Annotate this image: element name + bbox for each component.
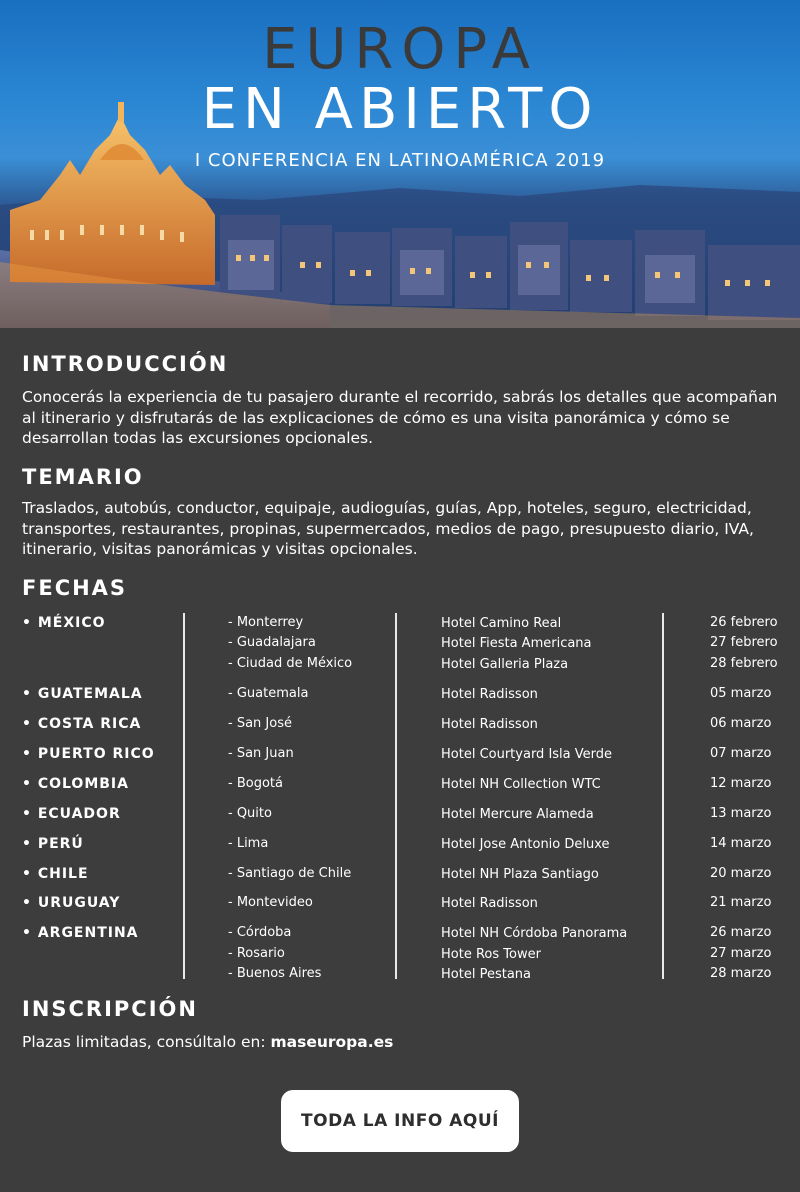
row-city: - Rosario [228, 946, 285, 961]
row-city: - San Juan [228, 746, 294, 761]
temario-text: Traslados, autobús, conductor, equipaje, audioguías, guías, App, hoteles, seguro, electricidad, transportes, restaurantes, propinas, supermercados, medios de pago, presupuesto diario, IVA, itinerario, visitas panorámicas y visitas opcionales. [22, 499, 754, 558]
row-date: 12 marzo [710, 776, 772, 791]
row-city: - Lima [228, 836, 269, 851]
hero-title-line1: EUROPA [262, 17, 538, 82]
row-date: 28 febrero [710, 656, 778, 671]
row-country: • ARGENTINA [22, 925, 139, 941]
intro-text: Conocerás la experiencia de tu pasajero durante el recorrido, sabrás los detalles que acompañan al itinerario y disfrutarás de las explicaciones de cómo es una visita panorámica y cómo se desarrollan todas las excursiones opcionales. [22, 388, 778, 447]
row-date: 13 marzo [710, 806, 772, 821]
row-country: • MÉXICO [22, 615, 106, 631]
row-hotel: Hotel Mercure Alameda [441, 807, 594, 822]
row-date: 28 marzo [710, 966, 772, 981]
row-city: - San José [228, 716, 292, 731]
row-hotel: Hotel Radisson [441, 717, 538, 732]
row-city: - Santiago de Chile [228, 866, 352, 881]
hero-subtitle: I CONFERENCIA EN LATINOAMÉRICA 2019 [194, 150, 606, 171]
row-city: - Guatemala [228, 686, 309, 701]
row-country: • CHILE [22, 866, 89, 882]
row-hotel: Hotel Radisson [441, 896, 538, 911]
row-date: 26 marzo [710, 925, 772, 940]
inscripcion-label: Plazas limitadas, consúltalo en: [22, 1033, 271, 1051]
row-hotel: Hote Ros Tower [441, 947, 541, 962]
row-city: - Buenos Aires [228, 966, 322, 981]
row-date: 21 marzo [710, 895, 772, 910]
hero-banner [0, 0, 800, 328]
info-button[interactable]: TODA LA INFO AQUÍ [281, 1090, 519, 1152]
row-city: - Bogotá [228, 776, 283, 791]
row-hotel: Hotel Radisson [441, 687, 538, 702]
row-date: 27 marzo [710, 946, 772, 961]
row-date: 27 febrero [710, 635, 778, 650]
row-date: 07 marzo [710, 746, 772, 761]
row-hotel: Hotel Courtyard Isla Verde [441, 747, 613, 762]
table-divider [395, 613, 397, 979]
row-date: 05 marzo [710, 686, 772, 701]
row-city: - Guadalajara [228, 635, 316, 650]
row-date: 26 febrero [710, 615, 778, 630]
intro-title: INTRODUCCIÓN [22, 352, 229, 376]
row-country: • PERÚ [22, 836, 84, 852]
row-date: 20 marzo [710, 866, 772, 881]
row-date: 06 marzo [710, 716, 772, 731]
row-country: • ECUADOR [22, 806, 121, 822]
row-hotel: Hotel NH Córdoba Panorama [441, 926, 628, 941]
row-country: • COSTA RICA [22, 716, 142, 732]
row-hotel: Hotel NH Plaza Santiago [441, 867, 599, 882]
row-hotel: Hotel Galleria Plaza [441, 657, 569, 672]
row-city: - Córdoba [228, 925, 292, 940]
row-city: - Monterrey [228, 615, 304, 630]
row-hotel: Hotel Camino Real [441, 616, 562, 631]
row-country: • PUERTO RICO [22, 746, 155, 762]
row-country: • URUGUAY [22, 895, 121, 911]
row-country: • GUATEMALA [22, 686, 143, 702]
table-divider [183, 613, 185, 979]
inscripcion-title: INSCRIPCIÓN [22, 997, 198, 1021]
row-hotel: Hotel Pestana [441, 967, 531, 982]
inscripcion-text [22, 1032, 784, 1053]
inscripcion-link[interactable]: maseuropa.es [270, 1033, 394, 1051]
row-hotel: Hotel NH Collection WTC [441, 777, 601, 792]
row-hotel: Hotel Fiesta Americana [441, 636, 592, 651]
temario-title: TEMARIO [22, 465, 144, 489]
hero-title-line2: EN ABIERTO [201, 77, 599, 142]
row-city: - Montevideo [228, 895, 313, 910]
row-hotel: Hotel Jose Antonio Deluxe [441, 837, 610, 852]
fechas-title: FECHAS [22, 576, 128, 600]
row-city: - Ciudad de México [228, 656, 353, 671]
row-date: 14 marzo [710, 836, 772, 851]
table-divider [662, 613, 664, 979]
row-country: • COLOMBIA [22, 776, 129, 792]
row-city: - Quito [228, 806, 272, 821]
